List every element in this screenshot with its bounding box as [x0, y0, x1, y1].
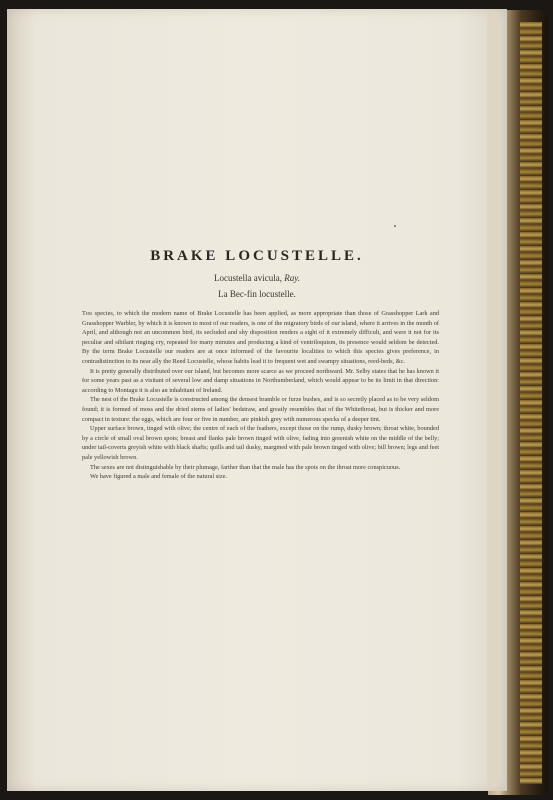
- page-title: BRAKE LOCUSTELLE.: [150, 248, 364, 264]
- paragraph-6: We have figured a male and female of the natural size.: [90, 473, 228, 481]
- page-stack-edge: [487, 12, 497, 787]
- paragraph-4: Upper surface brown, tinged with olive; the centre of each of the feathers, except those on the rump, dusky brown; throat white, bounded by a circle of small oval brown spots; breast and flanks pale brown tinged with olive, fading into greenish white on the middle of the belly; under tail-coverts greyish white with black shafts; quills and tail dusky, margined with pale brown tinged with olive; bill brown; legs and feet pale yellowish brown.: [82, 425, 439, 461]
- paragraph-1: [82, 309, 439, 367]
- drop-word: This: [82, 310, 93, 317]
- paragraph-1-text: species, to which the modern name of Brake Locustelle has been applied, as more appropriate than those of Grasshopper Lark and Grasshopper Warbler, by which it is known to most of our readers, is one of the migratory birds of our island, where it arrives in the month of April, and although not an uncommon bird, its secluded and shy disposition renders a sight of it extremely difficult, and were it not for its peculiar and sibilant ringing cry, repeated for many minutes and producing a kind of ventriloquism, its presence would seldom be detected. By the term Brake Locustelle our readers are at once informed of the favourite localities to which this species gives preference, in contradistinction to its near ally the Reed Locustelle, whose habits lead it to frequent wet and swampy situations, reed-beds, &c.: [82, 310, 439, 365]
- gilt-decoration: [520, 22, 542, 784]
- page-speck: [394, 225, 396, 227]
- paragraph-2: It is pretty generally distributed over our island, but becomes more scarce as we proceed northward. Mr. Selby states that he has known it for some years past as a visitant of several low and damp situations in Northumberland, which would appear to be its limit in that direction: according to Montagu it is also an inhabitant of Ireland.: [82, 367, 439, 394]
- paragraph-3: The nest of the Brake Locustelle is constructed among the densest bramble or furze bushes, and is so secretly placed as to be very seldom found; it is formed of moss and the dried stems of ladies' bedstraw, and greatly resembles that of the Whitethroat, but is thicker and more compact in texture: the eggs, which are four or five in number, are pinkish grey with numerous specks of a deeper tint.: [82, 396, 439, 423]
- paragraph-5: The sexes are not distinguishable by their plumage, farther than that the male has the spots on the throat more conspicuous.: [90, 463, 401, 471]
- latin-name: [7, 273, 507, 283]
- body-text: [82, 309, 439, 482]
- latin-name-text: Locustella avicula,: [214, 273, 282, 283]
- book-page: [7, 9, 507, 791]
- french-name: La Bec-fin locustelle.: [218, 289, 296, 299]
- latin-author: Ray.: [284, 273, 300, 283]
